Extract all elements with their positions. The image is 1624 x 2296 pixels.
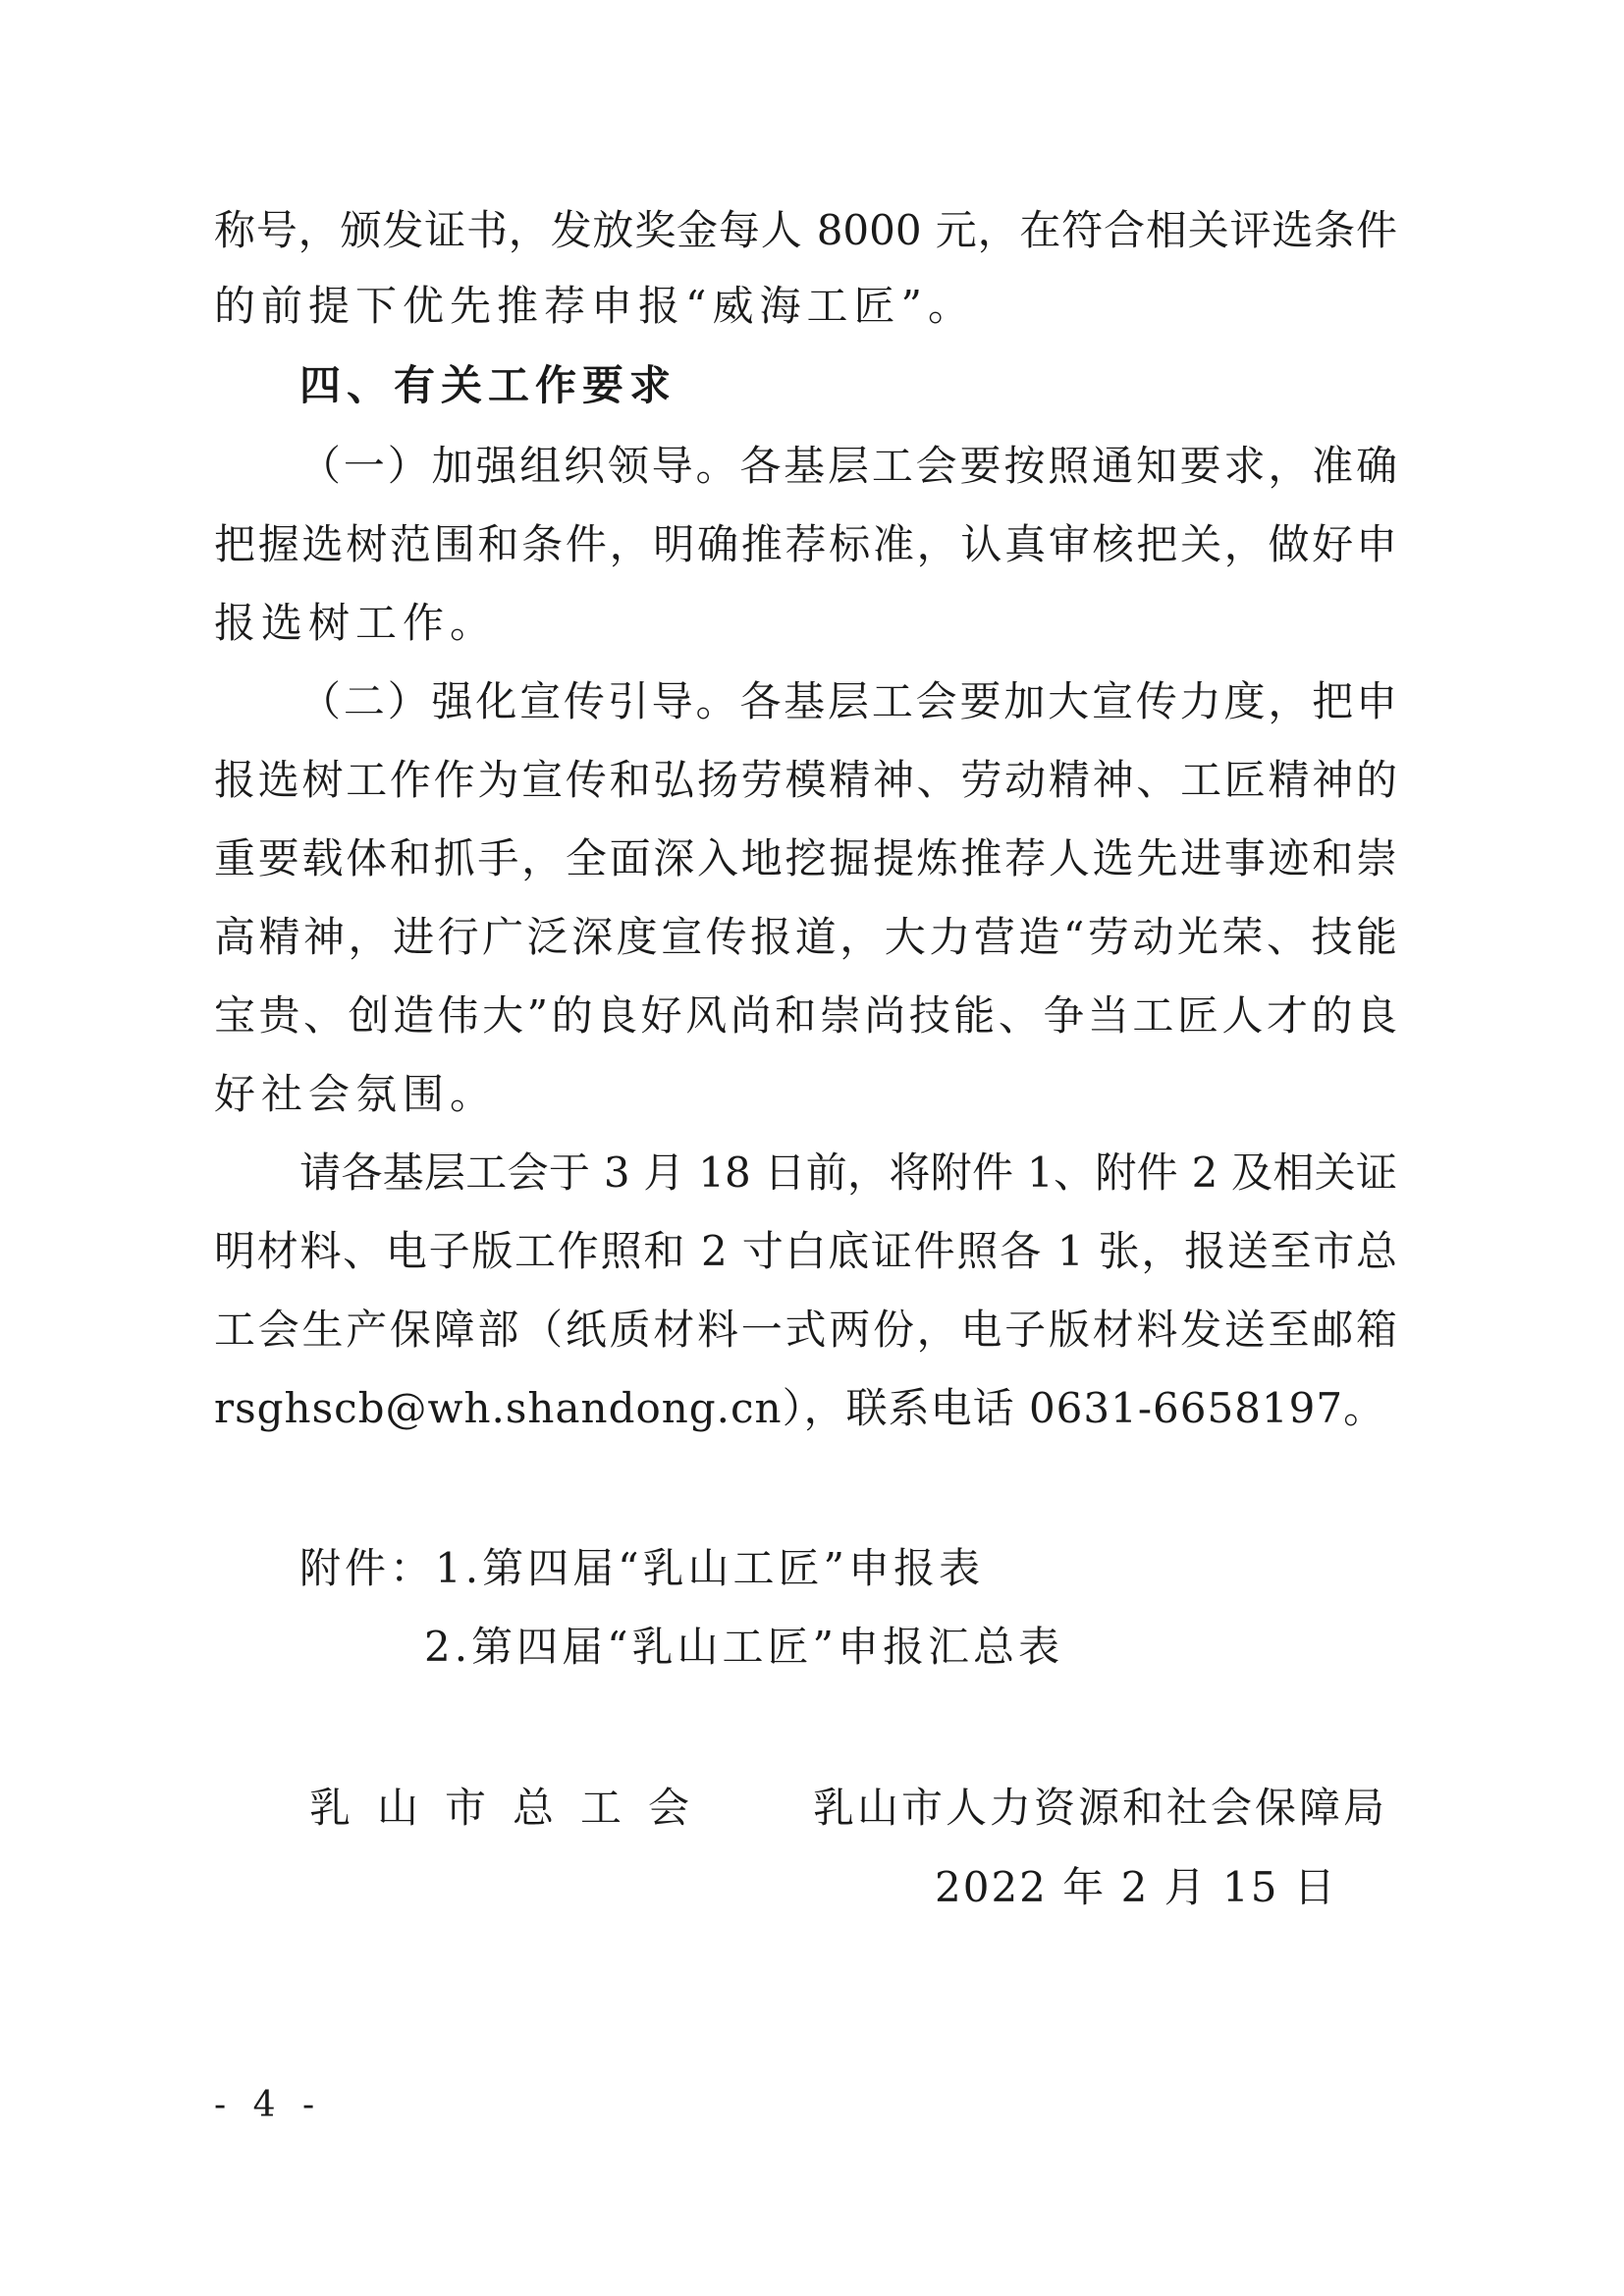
paragraph-line: （一）加强组织领导。各基层工会要按照通知要求，准确	[299, 442, 1397, 490]
paragraph-line: （二）强化宣传引导。各基层工会要加大宣传力度，把申	[299, 677, 1397, 725]
paragraph-line: 报选树工作作为宣传和弘扬劳模精神、劳动精神、工匠精神的	[214, 756, 1397, 804]
attachments-prefix: 附件：	[299, 1544, 436, 1592]
attachment-item-2: 2.第四届“乳山工匠”申报汇总表	[424, 1623, 1064, 1671]
paragraph-line: 的前提下优先推荐申报“威海工匠”。	[214, 282, 975, 330]
paragraph-line: 宝贵、创造伟大”的良好风尚和崇尚技能、争当工匠人才的良	[214, 991, 1397, 1040]
paragraph-line: 明材料、电子版工作照和 2 寸白底证件照各 1 张，报送至市总	[214, 1227, 1397, 1275]
page-number: - 4 -	[214, 2085, 323, 2125]
paragraph-line: 请各基层工会于 3 月 18 日前，将附件 1、附件 2 及相关证	[299, 1148, 1397, 1197]
paragraph-line: 重要载体和抓手，全面深入地挖掘提炼推荐人选先进事迹和崇	[214, 834, 1397, 882]
paragraph-line: 把握选树范围和条件，明确推荐标准，认真审核把关，做好申	[214, 520, 1397, 568]
section-heading: 四、有关工作要求	[299, 361, 677, 409]
attachment-item-1: 1.第四届“乳山工匠”申报表	[435, 1544, 985, 1592]
attachments-label	[299, 1539, 984, 1598]
signature-org-1: 乳山市总工会	[309, 1784, 717, 1832]
paragraph-line: 好社会氛围。	[214, 1070, 498, 1118]
paragraph-line: 称号，颁发证书，发放奖金每人 8000 元，在符合相关评选条件	[214, 206, 1397, 254]
paragraph-line: 报选树工作。	[214, 599, 498, 647]
paragraph-line: 高精神，进行广泛深度宣传报道，大力营造“劳动光荣、技能	[214, 913, 1397, 961]
paragraph-line: 工会生产保障部（纸质材料一式两份，电子版材料发送至邮箱	[214, 1306, 1397, 1354]
signature-org-2: 乳山市人力资源和社会保障局	[813, 1784, 1388, 1832]
signature-date: 2022 年 2 月 15 日	[935, 1863, 1337, 1911]
paragraph-line: rsghscb@wh.shandong.cn），联系电话 0631-6658197。	[214, 1384, 1386, 1432]
